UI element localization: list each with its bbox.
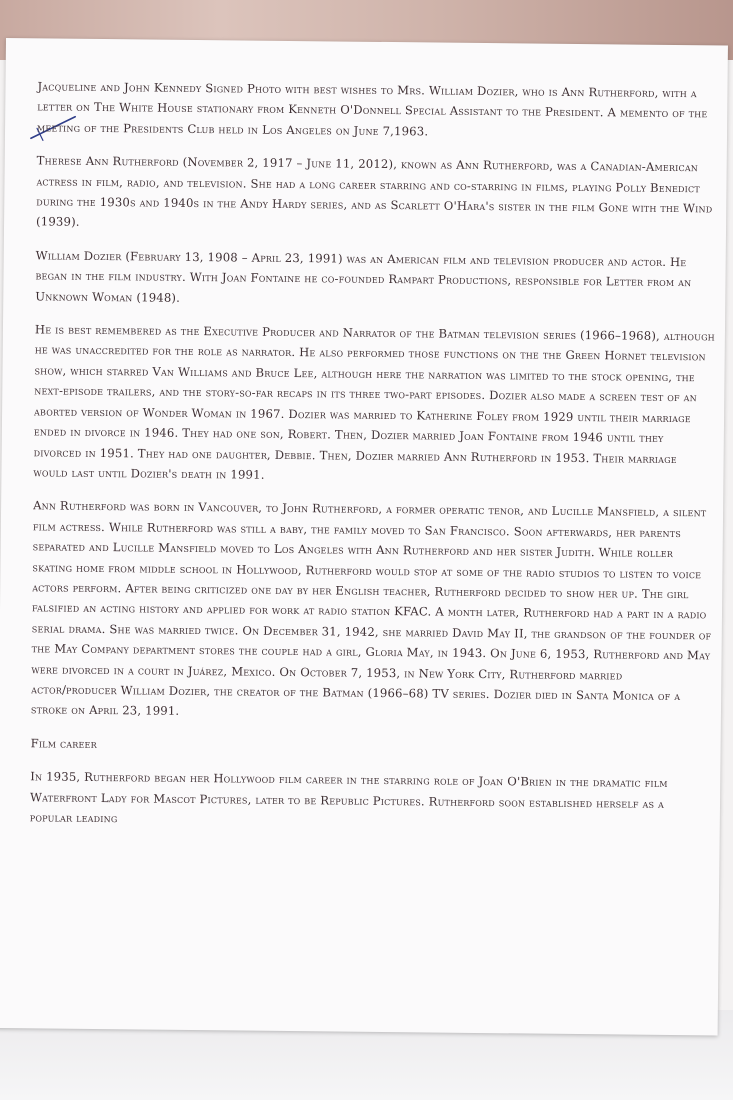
document-body (30, 76, 718, 847)
document-page (0, 38, 728, 1036)
paragraph-william-dozier-bio: William Dozier (February 13, 1908 – April 23, 1991) was an American film and television producer and actor. He began in the film industry. With Joan Fontaine he co-founded Rampart Productions, responsible for Letter from an Unknown Woman (1948). (35, 248, 692, 305)
section-heading-film-career: Film career (30, 736, 97, 751)
paragraph-film-career: In 1935, Rutherford began her Hollywood film career in the starring role of Joan O'Brien in the dramatic film Waterfront Lady for Mascot Pictures, later to be Republic Pictures. Rutherford soon established herself as a popular leading (29, 769, 668, 826)
paragraph-dozier-career: He is best remembered as the Executive Producer and Narrator of the Batman television series (1966–1968), although he was unaccredited for the role as narrator. He also performed those functions on the the Green Hornet television show, which starred Van Williams and Bruce Lee, although here the narration was limited to the stock opening, the next-episode trailers, and the story-so-far recaps in its three two-part episodes. Dozier also made a screen test of an aborted version of Wonder Woman in 1967. Dozier was married to Katherine Foley from 1929 until their marriage ended in divorce in 1946. They had one son, Robert. Then, Dozier married Joan Fontaine from 1946 until they divorced in 1951. They had one daughter, Debbie. Then, Dozier married Ann Rutherford in 1953. Their marriage would last until Dozier's death in 1991. (33, 322, 715, 482)
paragraph-intro: Jacqueline and John Kennedy Signed Photo with best wishes to Mrs. William Dozier, who is Ann Rutherford, with a letter on The White House stationary from Kenneth O'Donnell Special Assistant to the President. A memento of the meeting of the Presidents Club held in Los Angeles on June 7,1963. (36, 79, 708, 139)
paragraph-ann-rutherford-bio: Therese Ann Rutherford (November 2, 1917 – June 11, 2012), known as Ann Rutherford, was a Canadian-American actress in film, radio, and television. She had a long career starring and co-starring in films, playing Polly Benedict during the 1930s and 1940s in the Andy Hardy series, and as Scarlett O'Hara's sister in the film Gone with the Wind (1939). (36, 153, 713, 230)
paragraph-rutherford-early-life: Ann Rutherford was born in Vancouver, to John Rutherford, a former operatic tenor, and Lucille Mansfield, a silent film actress. While Rutherford was still a baby, the family moved to San Francisco. Soon afterwards, her parents separated and Lucille Mansfield moved to Los Angeles with Ann Rutherford and her sister Judith. While roller skating home from middle school in Hollywood, Rutherford would stop at some of the radio studios to listen to voice actors perform. After being criticized one day by her English teacher, Rutherford decided to show her up. The girl falsified an acting history and applied for work at radio station KFAC. A month later, Rutherford had a part in a radio serial drama. She was married twice. On December 31, 1942, she married David May II, the grandson of the founder of the May Company department stores the couple had a girl, Gloria May, in 1943. On June 6, 1953, Rutherford and May were divorced in a court in Juárez, Mexico. On October 7, 1953, in New York City, Rutherford married actor/producer William Dozier, the creator of the Batman (1966–68) TV series. Dozier died in Santa Monica of a stroke on April 23, 1991. (30, 498, 712, 719)
